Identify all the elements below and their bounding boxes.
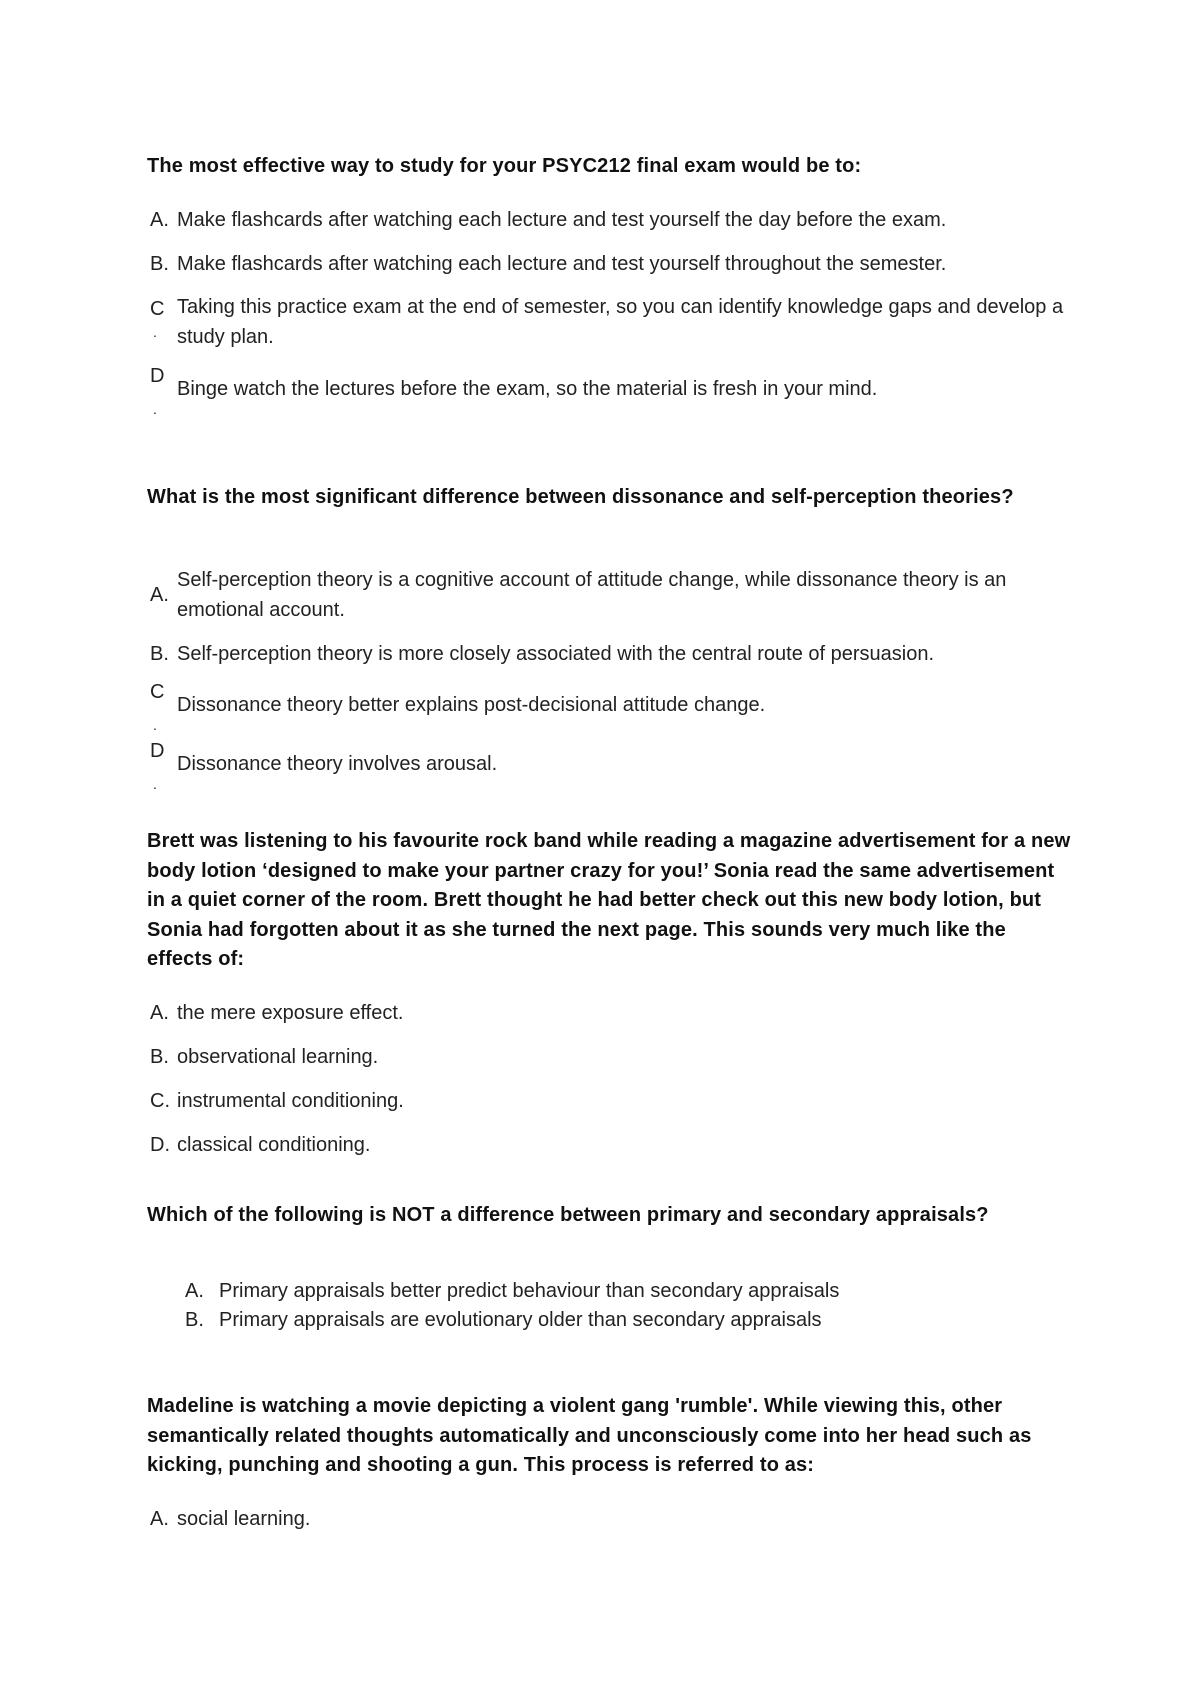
option-letter: [150, 360, 176, 416]
option-letter-dot: .: [153, 324, 157, 340]
option-text: the mere exposure effect.: [177, 1002, 404, 1024]
option-letter: A.: [150, 1002, 169, 1024]
option-text: Dissonance theory better explains post-decisional attitude change.: [177, 694, 766, 716]
option-letter: A.: [185, 1280, 204, 1302]
option-text: social learning.: [177, 1508, 311, 1530]
option-letter: B.: [150, 1046, 169, 1068]
option-letter: [150, 293, 176, 339]
question-2-prompt: What is the most significant difference between dissonance and self-perception theories?: [147, 486, 1014, 508]
option-text: Make flashcards after watching each lecture and test yourself throughout the semester.: [177, 253, 947, 275]
option-text: Self-perception theory is a cognitive account of attitude change, while dissonance theory is an emotional account.: [177, 569, 1007, 621]
option-text: Binge watch the lectures before the exam, so the material is fresh in your mind.: [177, 378, 878, 400]
option-letter: D.: [150, 1134, 170, 1156]
option-text: Self-perception theory is more closely associated with the central route of persuasion.: [177, 643, 935, 665]
question-5-prompt: Madeline is watching a movie depicting a violent gang 'rumble'. While viewing this, other semantically related thoughts automatically and unconsciously come into her head such as kicking, punching and shooting a gun. This process is referred to as:: [147, 1395, 1032, 1476]
option-letter-char: C: [150, 681, 165, 703]
option-letter-dot: .: [153, 717, 157, 733]
option-letter: [150, 676, 176, 732]
option-letter-char: C: [150, 298, 165, 320]
option-letter: A.: [150, 209, 169, 231]
option-text: Primary appraisals are evolutionary older than secondary appraisals: [219, 1309, 822, 1331]
option-letter: C.: [150, 1090, 170, 1112]
option-letter-char: D: [150, 365, 165, 387]
option-text: instrumental conditioning.: [177, 1090, 404, 1112]
question-1-prompt: The most effective way to study for your PSYC212 final exam would be to:: [147, 155, 862, 177]
option-letter: B.: [150, 643, 169, 665]
option-text: Primary appraisals better predict behaviour than secondary appraisals: [219, 1280, 840, 1302]
option-text: observational learning.: [177, 1046, 379, 1068]
option-text: Taking this practice exam at the end of semester, so you can identify knowledge gaps and develop a study plan.: [177, 296, 1064, 348]
option-letter: B.: [150, 253, 169, 275]
option-text: Make flashcards after watching each lecture and test yourself the day before the exam.: [177, 209, 947, 231]
question-3-prompt: Brett was listening to his favourite rock band while reading a magazine advertisement for a new body lotion ‘designed to make your partner crazy for you!’ Sonia read the same advertisement in a quiet corner of the room. Brett thought he had better check out this new body lotion, but Sonia had forgotten about it as she turned the next page. This sounds very much like the effects of:: [147, 830, 1071, 970]
option-letter: A.: [150, 584, 169, 606]
question-4-prompt: Which of the following is NOT a difference between primary and secondary appraisals?: [147, 1204, 989, 1226]
option-letter-char: D: [150, 740, 165, 762]
option-letter-dot: .: [153, 776, 157, 792]
option-letter: B.: [185, 1309, 204, 1331]
option-letter: [150, 735, 176, 791]
option-letter: A.: [150, 1508, 169, 1530]
option-text: classical conditioning.: [177, 1134, 371, 1156]
option-text: Dissonance theory involves arousal.: [177, 753, 498, 775]
option-letter-dot: .: [153, 401, 157, 417]
